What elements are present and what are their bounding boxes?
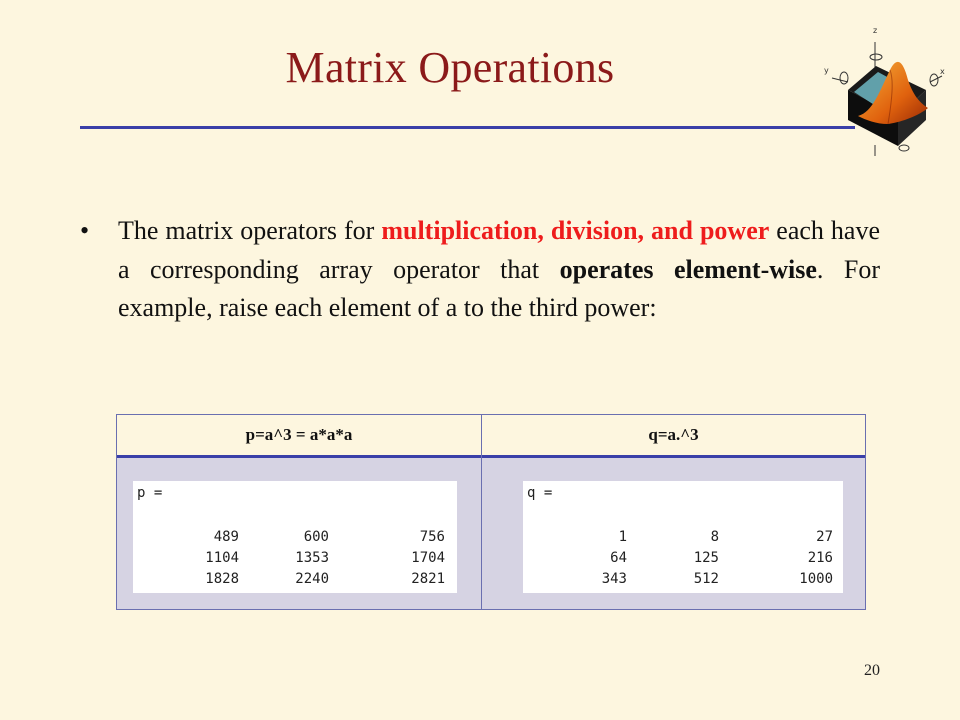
bullet-text <box>118 212 880 328</box>
bullet-dot-icon: • <box>80 216 90 245</box>
title-divider <box>80 126 855 129</box>
bullet-text-part: each have a corresponding array operator that <box>118 216 880 284</box>
matrix-cell: 756 <box>419 529 445 545</box>
table-row <box>523 571 843 591</box>
matrix-cell: 512 <box>693 571 719 587</box>
table-row <box>133 529 457 549</box>
bullet-text-part: . For example, raise each element of a to the third power: <box>118 254 880 322</box>
matrix-cell: 216 <box>807 550 833 566</box>
table-column-divider <box>481 415 482 609</box>
table-row <box>133 550 457 570</box>
matrix-cell: 1000 <box>799 571 833 587</box>
page-number: 20 <box>864 662 880 679</box>
bullet-highlight: multiplication, division, and power <box>381 216 770 245</box>
matrix-cell: 1828 <box>205 571 239 587</box>
table-row <box>523 550 843 570</box>
output-variable-label: q = <box>527 485 553 501</box>
matrix-cell: 600 <box>303 529 329 545</box>
matrix-cell: 8 <box>710 529 719 545</box>
matrix-cell: 27 <box>816 529 833 545</box>
matrix-cell: 2240 <box>295 571 329 587</box>
bullet-text-part: The matrix operators for <box>118 216 382 245</box>
array-power-output <box>523 481 843 593</box>
table-header-matrix-power: p=a^3 = a*a*a <box>245 425 353 444</box>
comparison-table <box>116 414 866 610</box>
matrix-cell: 125 <box>693 550 719 566</box>
table-header-array-power: q=a.^3 <box>648 425 699 444</box>
matrix-cell: 1104 <box>205 550 239 566</box>
table-header <box>117 415 865 458</box>
logo-axis-x: x <box>940 67 945 76</box>
output-variable-label: p = <box>137 485 163 501</box>
matlab-logo-icon <box>818 20 948 165</box>
matrix-cell: 1353 <box>295 550 329 566</box>
bullet-bold: operates element-wise <box>559 254 817 284</box>
logo-axis-z: z <box>873 26 878 35</box>
table-row <box>133 571 457 591</box>
matrix-cell: 1 <box>618 529 627 545</box>
slide-title: Matrix Operations <box>285 43 615 92</box>
matrix-cell: 1704 <box>411 550 445 566</box>
matrix-cell: 64 <box>610 550 627 566</box>
matrix-power-output <box>133 481 457 593</box>
logo-axis-y: y <box>824 66 829 75</box>
matrix-cell: 2821 <box>411 571 445 587</box>
matrix-cell: 343 <box>601 571 627 587</box>
table-row <box>523 529 843 549</box>
bullet-point <box>80 212 880 328</box>
matrix-cell: 489 <box>213 529 239 545</box>
